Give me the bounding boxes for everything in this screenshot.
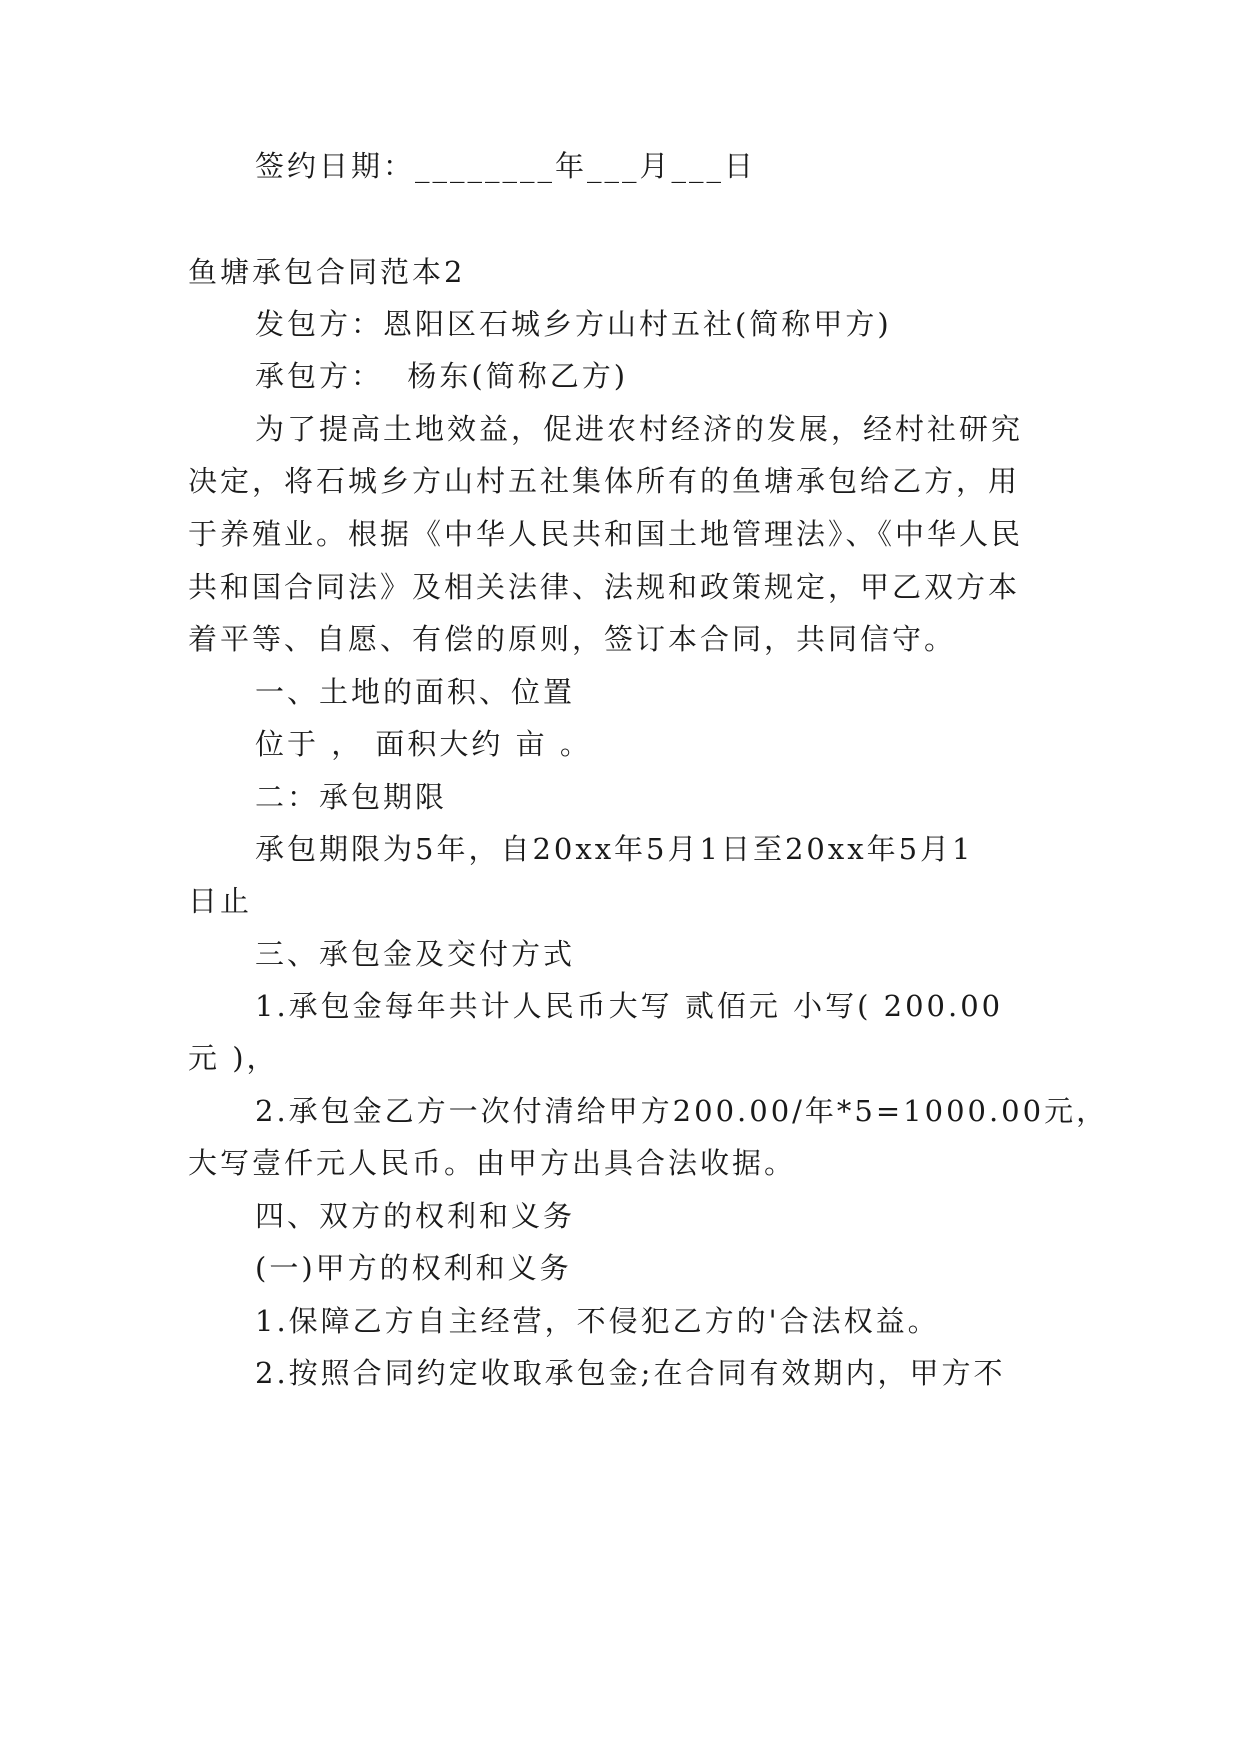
intro-line-1: 为了提高土地效益，促进农村经济的发展，经村社研究	[255, 412, 1024, 446]
section3-item1-line-1: 1.承包金每年共计人民币大写 贰佰元 小写( 200.00	[255, 989, 1004, 1023]
intro-line-3: 于养殖业。根据《中华人民共和国土地管理法》、《中华人民	[188, 517, 1024, 551]
section2-line-2: 日止	[188, 884, 253, 918]
section4-item-1: 1.保障乙方自主经营，不侵犯乙方的'合法权益。	[255, 1304, 940, 1338]
section3-item2-line-1: 2.承包金乙方一次付清给甲方200.00/年*5=1000.00元，	[255, 1094, 1109, 1128]
signing-date: 签约日期：________年___月___日	[255, 149, 757, 183]
section1-heading: 一、土地的面积、位置	[255, 675, 576, 709]
party-a: 发包方：恩阳区石城乡方山村五社(简称甲方)	[255, 307, 892, 341]
section4-sub-heading: (一)甲方的权利和义务	[255, 1251, 572, 1285]
intro-line-4: 共和国合同法》及相关法律、法规和政策规定，甲乙双方本	[188, 570, 1021, 604]
intro-line-5: 着平等、自愿、有偿的原则，签订本合同，共同信守。	[188, 622, 957, 656]
section4-item-2: 2.按照合同约定收取承包金;在合同有效期内，甲方不	[255, 1356, 1006, 1390]
section2-line-1: 承包期限为5年，自20xx年5月1日至20xx年5月1	[255, 832, 974, 866]
section2-heading: 二：承包期限	[255, 780, 448, 814]
section3-item1-line-2: 元 )，	[188, 1041, 279, 1075]
document-title: 鱼塘承包合同范本2	[188, 255, 466, 289]
party-b: 承包方： 杨东(简称乙方)	[255, 359, 629, 393]
section3-item2-line-2: 大写壹仟元人民币。由甲方出具合法收据。	[188, 1146, 797, 1180]
section1-text: 位于 ， 面积大约 亩 。	[255, 727, 592, 761]
section4-heading: 四、双方的权利和义务	[255, 1199, 576, 1233]
section3-heading: 三、承包金及交付方式	[255, 937, 576, 971]
intro-line-2: 决定，将石城乡方山村五社集体所有的鱼塘承包给乙方，用	[188, 464, 1021, 498]
